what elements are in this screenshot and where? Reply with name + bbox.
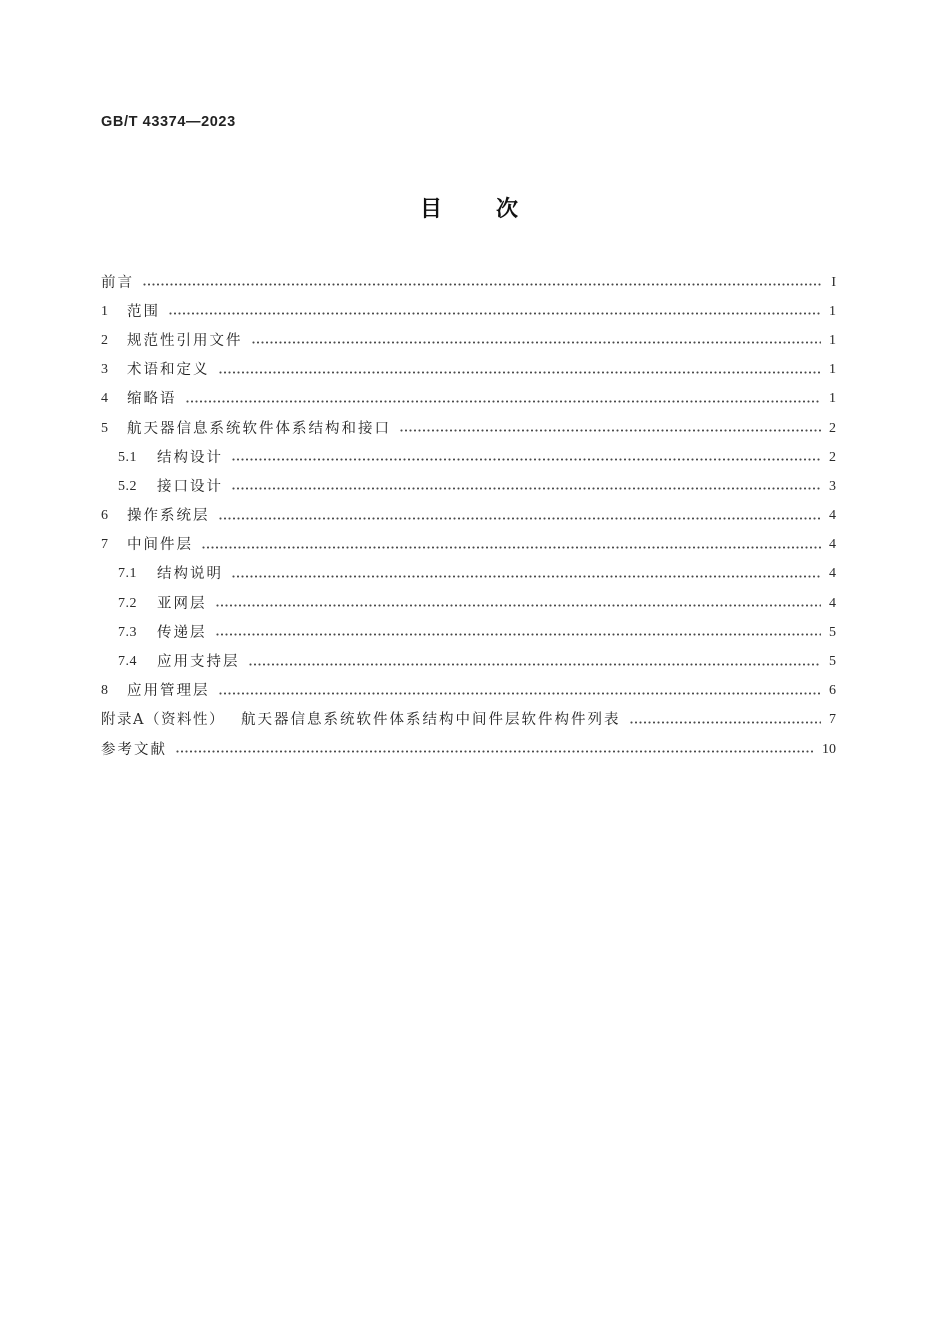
toc-entry-foreword — [101, 268, 836, 297]
toc-entry-title: 亚网层 — [157, 595, 207, 612]
dot-leader — [400, 429, 821, 432]
dot-leader — [232, 487, 821, 490]
dot-leader — [176, 750, 815, 753]
toc-entry-page: 1 — [829, 303, 836, 319]
toc-entry-number: 5 — [101, 420, 109, 436]
dot-leader — [186, 400, 822, 403]
toc-entry-number: 7 — [101, 537, 109, 553]
toc-entry-page: 1 — [829, 362, 836, 378]
toc-entry-page: 4 — [829, 537, 836, 553]
toc-entry-page: 5 — [829, 654, 836, 670]
dot-leader — [169, 312, 821, 315]
dot-leader — [216, 604, 822, 607]
toc-entry-4 — [101, 385, 836, 414]
toc-entry-page: 4 — [829, 508, 836, 524]
toc-entry-2 — [101, 326, 836, 355]
toc-entry-page: I — [831, 274, 836, 290]
toc-entry-title: 中间件层 — [127, 537, 193, 554]
toc-entry-page: 4 — [829, 595, 836, 611]
toc-entry-page: 3 — [829, 478, 836, 494]
toc-entry-title: 参考文献 — [101, 741, 167, 758]
toc-entry-number: 5.1 — [118, 449, 137, 465]
toc-entry-page: 6 — [829, 683, 836, 699]
toc-entry-references — [101, 735, 836, 764]
toc-entry-6 — [101, 502, 836, 531]
dot-leader — [216, 633, 822, 636]
toc-entry-5 — [101, 414, 836, 443]
toc-entry-title: 应用管理层 — [127, 683, 210, 700]
toc-entry-number: 6 — [101, 508, 109, 524]
dot-leader — [143, 283, 821, 286]
dot-leader — [202, 546, 821, 549]
toc-entry-page: 2 — [829, 449, 836, 465]
toc-entry-number: 7.4 — [118, 654, 137, 670]
toc-entry-title: 术语和定义 — [127, 362, 210, 379]
table-of-contents — [101, 268, 836, 764]
toc-entry-number: 8 — [101, 683, 109, 699]
toc-entry-number: 1 — [101, 303, 109, 319]
dot-leader — [232, 575, 821, 578]
toc-entry-page: 1 — [829, 391, 836, 407]
toc-entry-7-4 — [101, 647, 836, 676]
toc-entry-5-2 — [101, 472, 836, 501]
toc-entry-7-3 — [101, 618, 836, 647]
toc-entry-8 — [101, 677, 836, 706]
dot-leader — [630, 721, 822, 724]
toc-entry-7 — [101, 531, 836, 560]
toc-entry-title: 结构说明 — [157, 566, 223, 583]
toc-entry-title: 航天器信息系统软件体系结构和接口 — [127, 420, 391, 437]
dot-leader — [249, 663, 822, 666]
dot-leader — [219, 517, 822, 520]
toc-entry-title: 传递层 — [157, 624, 207, 641]
toc-entry-7-2 — [101, 589, 836, 618]
toc-entry-title: 规范性引用文件 — [127, 332, 243, 349]
standard-number: GB/T 43374—2023 — [101, 114, 236, 130]
toc-entry-title: 接口设计 — [157, 478, 223, 495]
page-title: 目次 — [420, 197, 573, 222]
dot-leader — [219, 371, 822, 374]
dot-leader — [219, 692, 822, 695]
toc-entry-title: 航天器信息系统软件体系结构中间件层软件构件列表 — [241, 712, 621, 729]
toc-entry-number: 2 — [101, 332, 109, 348]
toc-entry-number: 5.2 — [118, 478, 137, 494]
toc-entry-title: 范围 — [127, 303, 160, 320]
dot-leader — [252, 341, 822, 344]
toc-entry-number: 7.2 — [118, 595, 137, 611]
toc-entry-page: 7 — [829, 712, 836, 728]
toc-entry-page: 1 — [829, 332, 836, 348]
toc-entry-title: 应用支持层 — [157, 654, 240, 671]
toc-entry-number: 7.1 — [118, 566, 137, 582]
toc-entry-number: 7.3 — [118, 624, 137, 640]
toc-entry-appendix-label: 附录A（资料性） — [101, 712, 225, 729]
toc-entry-7-1 — [101, 560, 836, 589]
toc-entry-title: 前言 — [101, 274, 134, 291]
toc-entry-appendix-a — [101, 706, 836, 735]
toc-entry-3 — [101, 356, 836, 385]
toc-entry-5-1 — [101, 443, 836, 472]
toc-entry-number: 3 — [101, 362, 109, 378]
dot-leader — [232, 458, 821, 461]
toc-entry-number: 4 — [101, 391, 109, 407]
toc-entry-page: 10 — [822, 741, 836, 757]
toc-entry-page: 5 — [829, 624, 836, 640]
toc-entry-page: 4 — [829, 566, 836, 582]
toc-entry-1 — [101, 297, 836, 326]
toc-entry-title: 缩略语 — [127, 391, 177, 408]
toc-entry-title: 操作系统层 — [127, 508, 210, 525]
toc-entry-title: 结构设计 — [157, 449, 223, 466]
toc-entry-page: 2 — [829, 420, 836, 436]
